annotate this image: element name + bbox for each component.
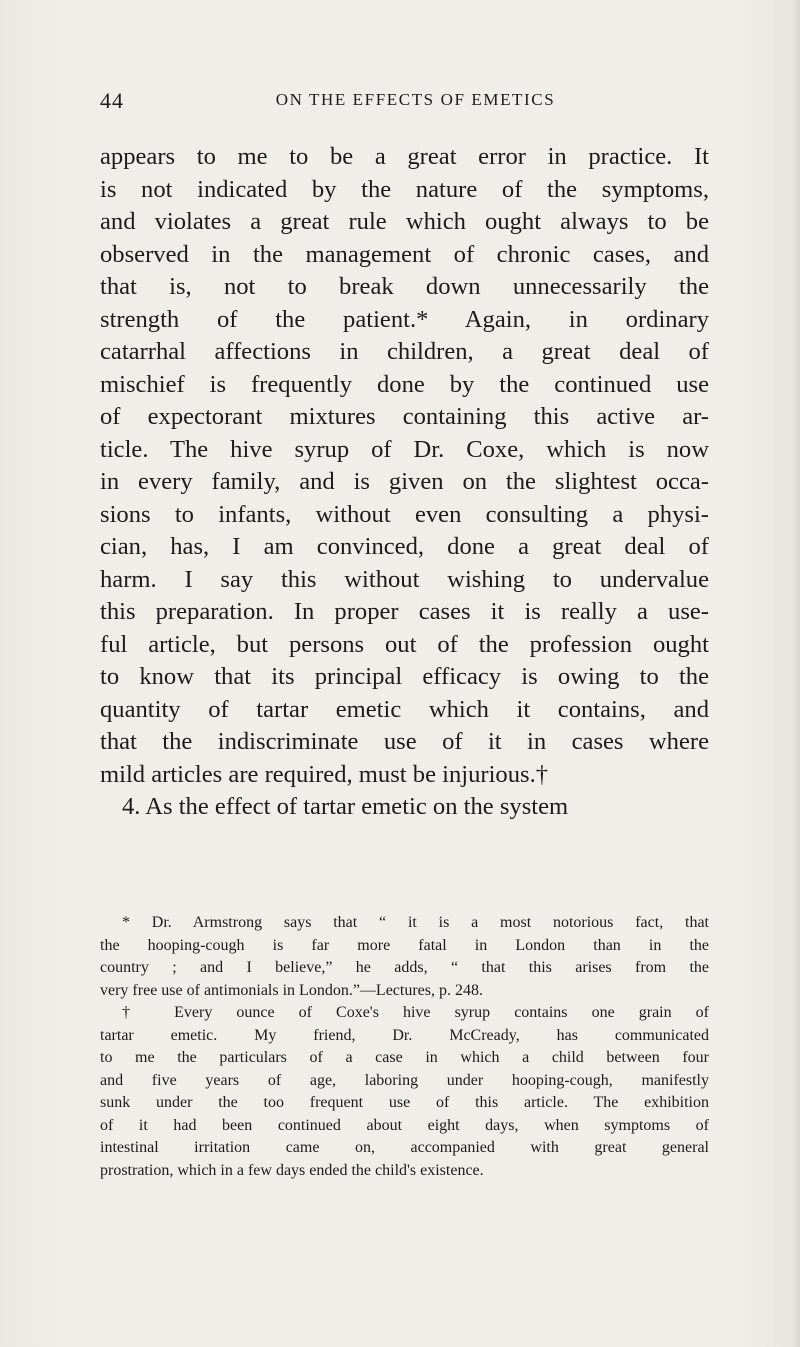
body-line: this preparation. In proper cases it is really a use- [100,598,709,625]
body-line: to know that its principal efficacy is owing to the [100,663,709,690]
body-line: that the indiscriminate use of it in cases where [100,728,709,755]
footnote-line: to me the particulars of a case in which a child between four [100,1049,709,1066]
body-line: appears to me to be a great error in practice. It [100,143,709,170]
body-line: mild articles are required, must be injurious.† [100,760,549,788]
body-paragraphs [100,141,709,824]
footnote-line: the hooping-cough is far more fatal in London than in the [100,936,709,954]
footnote-line: † Every ounce of Coxe's hive syrup contains one grain of [122,1004,709,1021]
page-number: 44 [100,88,124,113]
running-head [100,88,705,118]
body-line: of expectorant mixtures containing this active ar- [100,403,709,430]
body-line: mischief is frequently done by the continued use [100,370,709,398]
running-title: ON THE EFFECTS OF EMETICS [275,90,556,109]
body-line-section-4: 4. As the effect of tartar emetic on the system [122,793,569,820]
footnotes [100,912,709,1182]
body-line: harm. I say this without wishing to undervalue [100,565,709,593]
footnote-line: prostration, which in a few days ended the child's existence. [100,1161,484,1179]
body-line: in every family, and is given on the slightest occa- [100,468,709,495]
footnote-line: intestinal irritation came on, accompanied with great general [100,1139,709,1156]
footnote-line: and five years of age, laboring under hooping-cough, manifestly [100,1071,709,1089]
body-line: strength of the patient.* Again, in ordinary [100,305,709,333]
body-line: and violates a great rule which ought always to be [100,208,709,235]
footnote-line: country ; and I believe,” he adds, “ that this arises from the [100,959,709,976]
page-edge-shadow [792,0,800,1347]
body-line: catarrhal affections in children, a great deal of [100,338,709,365]
body-line: sions to infants, without even consulting a physi- [100,500,709,528]
body-line: ticle. The hive syrup of Dr. Coxe, which is now [100,435,709,463]
body-line: is not indicated by the nature of the symptoms, [100,175,709,203]
footnote-line: * Dr. Armstrong says that “ it is a most notorious fact, that [122,914,709,931]
footnote-line: sunk under the too frequent use of this article. The exhibition [100,1094,709,1111]
body-line: cian, has, I am convinced, done a great deal of [100,533,709,560]
footnote-line: very free use of antimonials in London.”—Lectures, p. 248. [100,981,483,999]
body-line: observed in the management of chronic cases, and [100,240,709,268]
body-line: ful article, but persons out of the profession ought [100,630,709,658]
footnote-line: of it had been continued about eight days, when symptoms of [100,1116,709,1134]
body-line: that is, not to break down unnecessarily the [100,273,709,300]
body-line: quantity of tartar emetic which it contains, and [100,695,709,723]
footnote-line: tartar emetic. My friend, Dr. McCready, has communicated [100,1026,709,1044]
